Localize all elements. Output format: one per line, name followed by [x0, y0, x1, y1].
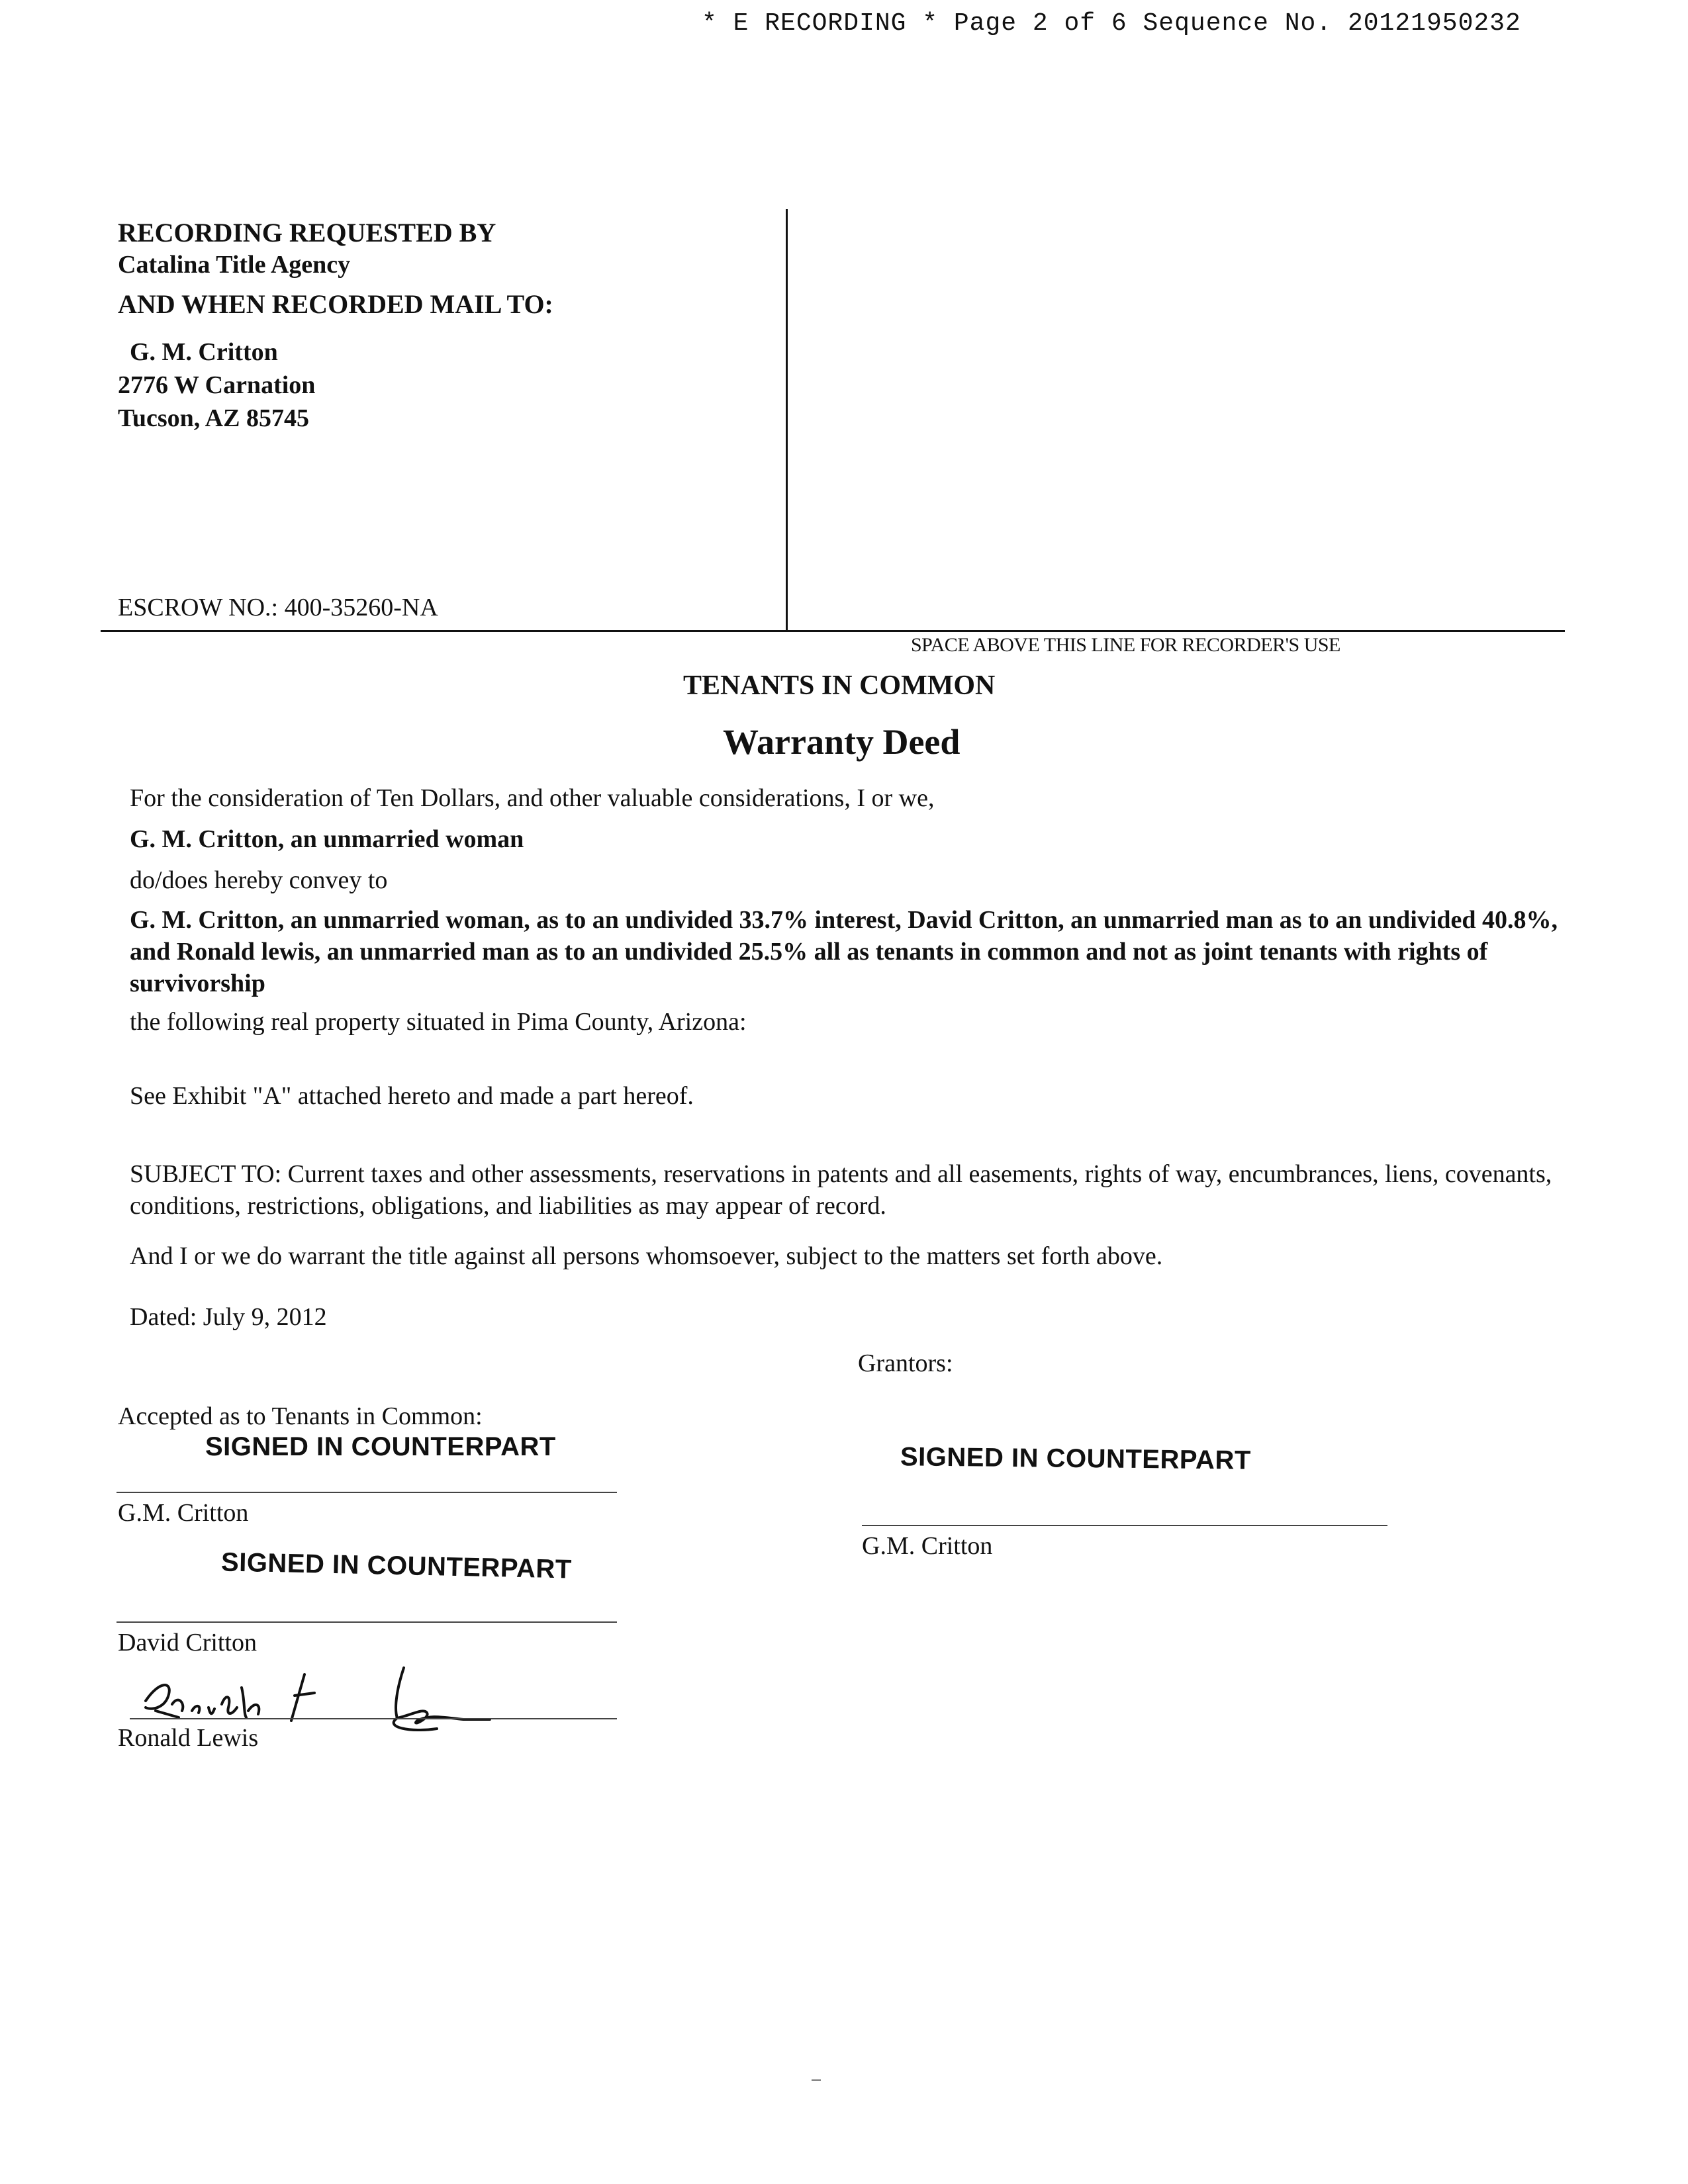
exhibit-clause: See Exhibit "A" attached hereto and made a part hereof. [130, 1082, 694, 1110]
mail-to-street: 2776 W Carnation [118, 371, 316, 399]
signed-in-counterpart-stamp-2: SIGNED IN COUNTERPART [220, 1547, 573, 1584]
deed-type-heading: TENANTS IN COMMON [683, 670, 996, 701]
signed-in-counterpart-stamp-right: SIGNED IN COUNTERPART [900, 1442, 1252, 1475]
consideration-clause: For the consideration of Ten Dollars, and other valuable considerations, I or we, [130, 784, 935, 812]
dated-line: Dated: July 9, 2012 [130, 1303, 327, 1331]
warranty-clause: And I or we do warrant the title against all persons whomsoever, subject to the matters set forth above. [130, 1242, 1163, 1270]
signed-in-counterpart-stamp-1: SIGNED IN COUNTERPART [205, 1432, 556, 1461]
recording-requested-label: RECORDING REQUESTED BY [118, 218, 496, 248]
requested-by-agency: Catalina Title Agency [118, 251, 351, 279]
signer-name-david: David Critton [118, 1629, 258, 1657]
signature-line-gm-right [862, 1525, 1387, 1526]
deed-title: Warranty Deed [723, 722, 961, 762]
property-clause: the following real property situated in Pima County, Arizona: [130, 1008, 747, 1036]
signature-line-david [117, 1621, 617, 1623]
recorder-space-line [101, 630, 1565, 632]
mail-to-city: Tucson, AZ 85745 [118, 404, 309, 432]
signer-name-ronald: Ronald Lewis [118, 1724, 259, 1752]
recording-stamp-header: * E RECORDING * Page 2 of 6 Sequence No. 20121950232 [702, 9, 1521, 38]
escrow-number: ESCROW NO.: 400-35260-NA [118, 594, 438, 621]
signer-name-gm-right: G.M. Critton [862, 1532, 993, 1560]
convey-clause: do/does hereby convey to [130, 866, 388, 894]
accepted-label: Accepted as to Tenants in Common: [118, 1402, 483, 1430]
recorder-box-divider [786, 209, 788, 630]
mail-to-label: AND WHEN RECORDED MAIL TO: [118, 289, 553, 319]
signature-line-gm-left [117, 1492, 617, 1493]
scan-mark [812, 2079, 821, 2081]
grantor-clause: G. M. Critton, an unmarried woman [130, 825, 524, 853]
signature-line-ronald [130, 1718, 617, 1719]
mail-to-name: G. M. Critton [130, 338, 278, 366]
grantors-label: Grantors: [858, 1349, 953, 1377]
subject-to-clause: SUBJECT TO: Current taxes and other assessments, reservations in patents and all easements, rights of way, encumbrances, liens, covenants, conditions, restrictions, obligations, and liabilities as may appear of record. [130, 1160, 1552, 1220]
signer-name-gm-left: G.M. Critton [118, 1499, 249, 1527]
grantees-clause: G. M. Critton, an unmarried woman, as to an undivided 33.7% interest, David Critton, an unmarried man as to an undivided 40.8%, and Ronald lewis, an unmarried man as to an undivided 25.5% all as tenants in common and not as joint tenants with rights of survivorship [130, 906, 1558, 997]
recorder-use-caption: SPACE ABOVE THIS LINE FOR RECORDER'S USE [911, 634, 1340, 656]
